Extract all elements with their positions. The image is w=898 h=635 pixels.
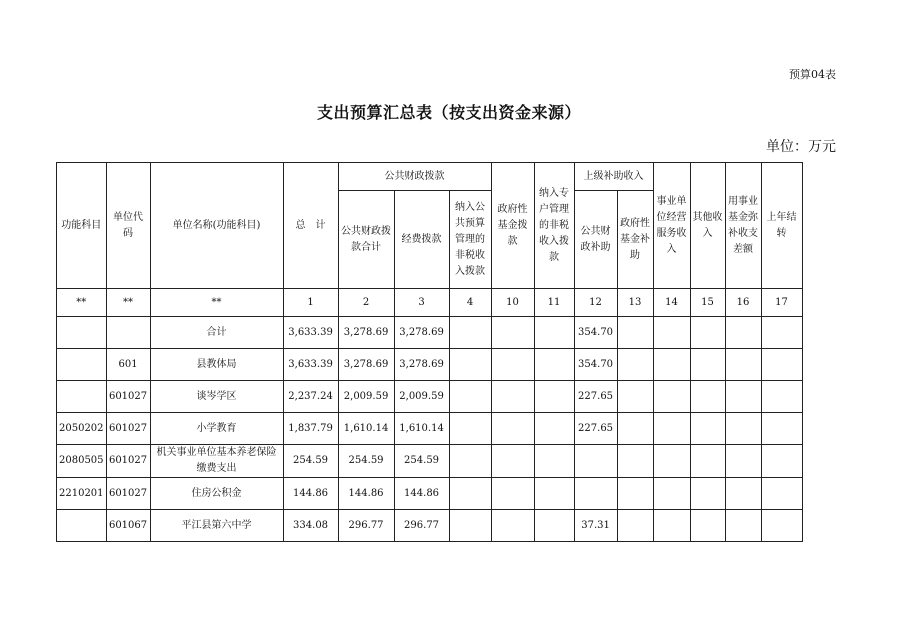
cell-business xyxy=(653,381,690,413)
page-title: 支出预算汇总表（按支出资金来源） xyxy=(316,103,581,122)
table-row xyxy=(57,349,803,381)
index-cell: 17 xyxy=(761,289,802,317)
cell-non-tax xyxy=(449,317,491,349)
index-cell: ** xyxy=(57,289,107,317)
index-cell: ** xyxy=(106,289,150,317)
cell-reserve xyxy=(725,349,761,381)
cell-upper-gov-fund xyxy=(617,381,653,413)
cell-funding: 254.59 xyxy=(394,445,449,478)
cell-business xyxy=(653,349,690,381)
cell-total: 254.59 xyxy=(283,445,338,478)
cell-upper-gov-fund xyxy=(617,445,653,478)
header-total: 总 计 xyxy=(283,163,338,289)
cell-func-code: 2050202 xyxy=(57,413,107,445)
cell-upper-public: 37.31 xyxy=(574,510,617,542)
cell-carryover xyxy=(761,478,802,510)
cell-public-total: 3,278.69 xyxy=(338,317,394,349)
cell-unit-code: 601027 xyxy=(106,478,150,510)
cell-unit-name: 小学教育 xyxy=(150,413,283,445)
cell-reserve xyxy=(725,317,761,349)
header-public-total: 公共财政拨款合计 xyxy=(338,191,394,289)
cell-total: 144.86 xyxy=(283,478,338,510)
cell-special xyxy=(534,510,574,542)
cell-unit-name: 县教体局 xyxy=(150,349,283,381)
cell-gov-fund xyxy=(491,381,534,413)
table-row xyxy=(57,381,803,413)
table-row xyxy=(57,478,803,510)
cell-total: 3,633.39 xyxy=(283,349,338,381)
cell-carryover xyxy=(761,413,802,445)
cell-special xyxy=(534,317,574,349)
cell-funding: 144.86 xyxy=(394,478,449,510)
cell-unit-name: 谈岑学区 xyxy=(150,381,283,413)
cell-upper-gov-fund xyxy=(617,317,653,349)
cell-upper-gov-fund xyxy=(617,349,653,381)
index-cell: 12 xyxy=(574,289,617,317)
cell-non-tax xyxy=(449,478,491,510)
header-other: 其他收入 xyxy=(690,163,725,289)
cell-func-code: 2210201 xyxy=(57,478,107,510)
cell-unit-code xyxy=(106,317,150,349)
cell-reserve xyxy=(725,413,761,445)
header-unit-code: 单位代码 xyxy=(106,163,150,289)
budget-table xyxy=(56,162,803,542)
header-funding: 经费拨款 xyxy=(394,191,449,289)
cell-unit-code: 601027 xyxy=(106,381,150,413)
cell-public-total: 254.59 xyxy=(338,445,394,478)
index-cell: 4 xyxy=(449,289,491,317)
cell-unit-code: 601027 xyxy=(106,445,150,478)
cell-reserve xyxy=(725,445,761,478)
cell-funding: 296.77 xyxy=(394,510,449,542)
header-upper-gov-fund: 政府性基金补助 xyxy=(617,191,653,289)
index-cell: 2 xyxy=(338,289,394,317)
cell-upper-public xyxy=(574,445,617,478)
cell-unit-code: 601027 xyxy=(106,413,150,445)
table-body xyxy=(57,317,803,542)
cell-funding: 1,610.14 xyxy=(394,413,449,445)
table-row xyxy=(57,510,803,542)
cell-special xyxy=(534,478,574,510)
cell-special xyxy=(534,381,574,413)
cell-carryover xyxy=(761,317,802,349)
cell-func-code xyxy=(57,381,107,413)
cell-non-tax xyxy=(449,510,491,542)
cell-business xyxy=(653,510,690,542)
cell-reserve xyxy=(725,478,761,510)
cell-other xyxy=(690,381,725,413)
index-cell: 1 xyxy=(283,289,338,317)
cell-business xyxy=(653,445,690,478)
cell-funding: 3,278.69 xyxy=(394,317,449,349)
cell-public-total: 296.77 xyxy=(338,510,394,542)
cell-non-tax xyxy=(449,381,491,413)
cell-public-total: 3,278.69 xyxy=(338,349,394,381)
cell-carryover xyxy=(761,510,802,542)
table-row xyxy=(57,413,803,445)
cell-non-tax xyxy=(449,413,491,445)
header-upper-group: 上级补助收入 xyxy=(574,163,653,191)
header-reserve: 用事业基金弥补收支差额 xyxy=(725,163,761,289)
cell-func-code: 2080505 xyxy=(57,445,107,478)
index-cell: 11 xyxy=(534,289,574,317)
header-public-group: 公共财政拨款 xyxy=(338,163,491,191)
cell-non-tax xyxy=(449,349,491,381)
table-header xyxy=(57,163,803,289)
cell-upper-public: 354.70 xyxy=(574,317,617,349)
index-cell: 16 xyxy=(725,289,761,317)
index-cell: 3 xyxy=(394,289,449,317)
cell-total: 2,237.24 xyxy=(283,381,338,413)
cell-gov-fund xyxy=(491,317,534,349)
header-non-tax: 纳入公共预算管理的非税收入拨款 xyxy=(449,191,491,289)
cell-other xyxy=(690,317,725,349)
cell-special xyxy=(534,349,574,381)
form-number: 预算04表 xyxy=(789,68,836,81)
index-cell: 13 xyxy=(617,289,653,317)
cell-unit-code: 601 xyxy=(106,349,150,381)
header-special: 纳入专户管理的非税收入拨款 xyxy=(534,163,574,289)
cell-gov-fund xyxy=(491,478,534,510)
header-unit-name: 单位名称(功能科目) xyxy=(150,163,283,289)
cell-carryover xyxy=(761,349,802,381)
cell-total: 1,837.79 xyxy=(283,413,338,445)
cell-gov-fund xyxy=(491,349,534,381)
cell-other xyxy=(690,445,725,478)
cell-total: 334.08 xyxy=(283,510,338,542)
cell-gov-fund xyxy=(491,510,534,542)
cell-non-tax xyxy=(449,445,491,478)
cell-unit-name: 合计 xyxy=(150,317,283,349)
cell-other xyxy=(690,478,725,510)
cell-func-code xyxy=(57,317,107,349)
index-cell: 10 xyxy=(491,289,534,317)
cell-business xyxy=(653,317,690,349)
table-row xyxy=(57,445,803,478)
cell-carryover xyxy=(761,381,802,413)
cell-reserve xyxy=(725,381,761,413)
unit-label: 单位：万元 xyxy=(766,139,836,155)
cell-other xyxy=(690,510,725,542)
cell-unit-name: 住房公积金 xyxy=(150,478,283,510)
cell-upper-gov-fund xyxy=(617,413,653,445)
cell-public-total: 144.86 xyxy=(338,478,394,510)
header-func-code: 功能科目 xyxy=(57,163,107,289)
header-gov-fund: 政府性基金拨款 xyxy=(491,163,534,289)
cell-upper-gov-fund xyxy=(617,510,653,542)
cell-other xyxy=(690,349,725,381)
cell-business xyxy=(653,413,690,445)
cell-special xyxy=(534,445,574,478)
cell-other xyxy=(690,413,725,445)
cell-unit-name: 机关事业单位基本养老保险缴费支出 xyxy=(150,445,283,478)
cell-upper-public: 227.65 xyxy=(574,413,617,445)
cell-func-code xyxy=(57,510,107,542)
cell-special xyxy=(534,413,574,445)
cell-carryover xyxy=(761,445,802,478)
cell-business xyxy=(653,478,690,510)
cell-gov-fund xyxy=(491,413,534,445)
header-business: 事业单位经营服务收入 xyxy=(653,163,690,289)
index-cell: 14 xyxy=(653,289,690,317)
cell-upper-public: 354.70 xyxy=(574,349,617,381)
header-upper-public: 公共财政补助 xyxy=(574,191,617,289)
cell-unit-code: 601067 xyxy=(106,510,150,542)
cell-public-total: 1,610.14 xyxy=(338,413,394,445)
cell-gov-fund xyxy=(491,445,534,478)
cell-upper-gov-fund xyxy=(617,478,653,510)
index-cell: ** xyxy=(150,289,283,317)
table-index-row xyxy=(57,289,803,317)
table-row xyxy=(57,317,803,349)
cell-reserve xyxy=(725,510,761,542)
cell-upper-public: 227.65 xyxy=(574,381,617,413)
cell-funding: 2,009.59 xyxy=(394,381,449,413)
cell-upper-public xyxy=(574,478,617,510)
cell-func-code xyxy=(57,349,107,381)
index-cell: 15 xyxy=(690,289,725,317)
cell-unit-name: 平江县第六中学 xyxy=(150,510,283,542)
cell-total: 3,633.39 xyxy=(283,317,338,349)
cell-public-total: 2,009.59 xyxy=(338,381,394,413)
header-carryover: 上年结转 xyxy=(761,163,802,289)
cell-funding: 3,278.69 xyxy=(394,349,449,381)
